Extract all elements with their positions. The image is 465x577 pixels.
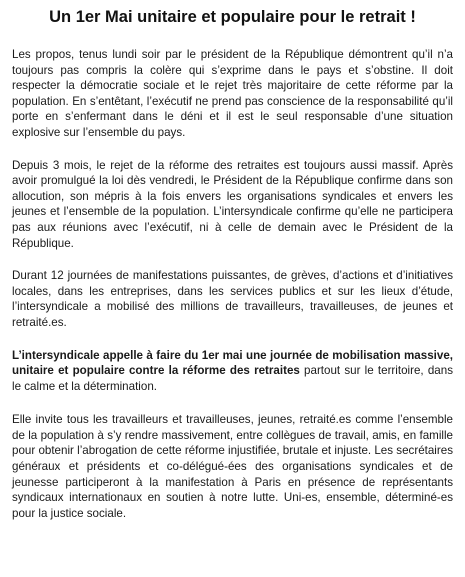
paragraph-4-bold-call: L’intersyndicale appelle à faire du 1er mai une journée de mobilisation massive, unitaire et populaire contre la réforme des retraites xyxy=(12,348,453,378)
paragraph-4-rest: partout sur le territoire, dans le calme et la détermination. xyxy=(12,364,453,393)
paragraph-4 xyxy=(12,348,453,395)
paragraph-2: Depuis 3 mois, le rejet de la réforme des retraites est toujours aussi massif. Après avoir promulgué la loi dès vendredi, le Président de la République confirme dans son allocution, son mépris à la fois envers les organisations syndicales et envers les jeunes et l’ensemble de la population. L’intersyndicale confirme qu’elle ne participera pas aux réunions avec l’exécutif, ni à celle de demain avec le Président de la République. xyxy=(12,158,453,250)
paragraph-3: Durant 12 journées de manifestations puissantes, de grèves, d’actions et d’initiatives locales, dans les entreprises, dans les services publics et sur les lieux d’étude, l’intersyndicale a mobilisé des millions de travailleurs, travailleuses, de jeunes et retraité.es. xyxy=(12,269,453,329)
document-title: Un 1er Mai unitaire et populaire pour le retrait ! xyxy=(49,8,416,26)
paragraph-5: Elle invite tous les travailleurs et travailleuses, jeunes, retraité.es comme l’ensemble de la population à s’y rendre massivement, entre collègues de travail, amis, en famille pour obtenir l’abrogation de cette réforme injustifiée, brutale et injuste. Les secrétaires généraux et présidents et co-délégué-ées des organisations syndicales et de jeunesse participeront à la manifestation à Paris en présence de représentants syndicaux internationaux en soutien à notre lutte. Uni-es, ensemble, déterminé-es pour la justice sociale. xyxy=(12,413,453,520)
paragraph-1: Les propos, tenus lundi soir par le président de la République démontrent qu’il n’a toujours pas compris la colère qui s’exprime dans le pays et s’obstine. Il doit respecter la démocratie sociale et le rejet très majoritaire de cette réforme par la population. En s’entêtant, l’exécutif ne prend pas conscience de la responsabilité qu’il porte en s’enfermant dans le déni et il est le seul responsable d’une situation explosive sur l’ensemble du pays. xyxy=(12,48,453,139)
